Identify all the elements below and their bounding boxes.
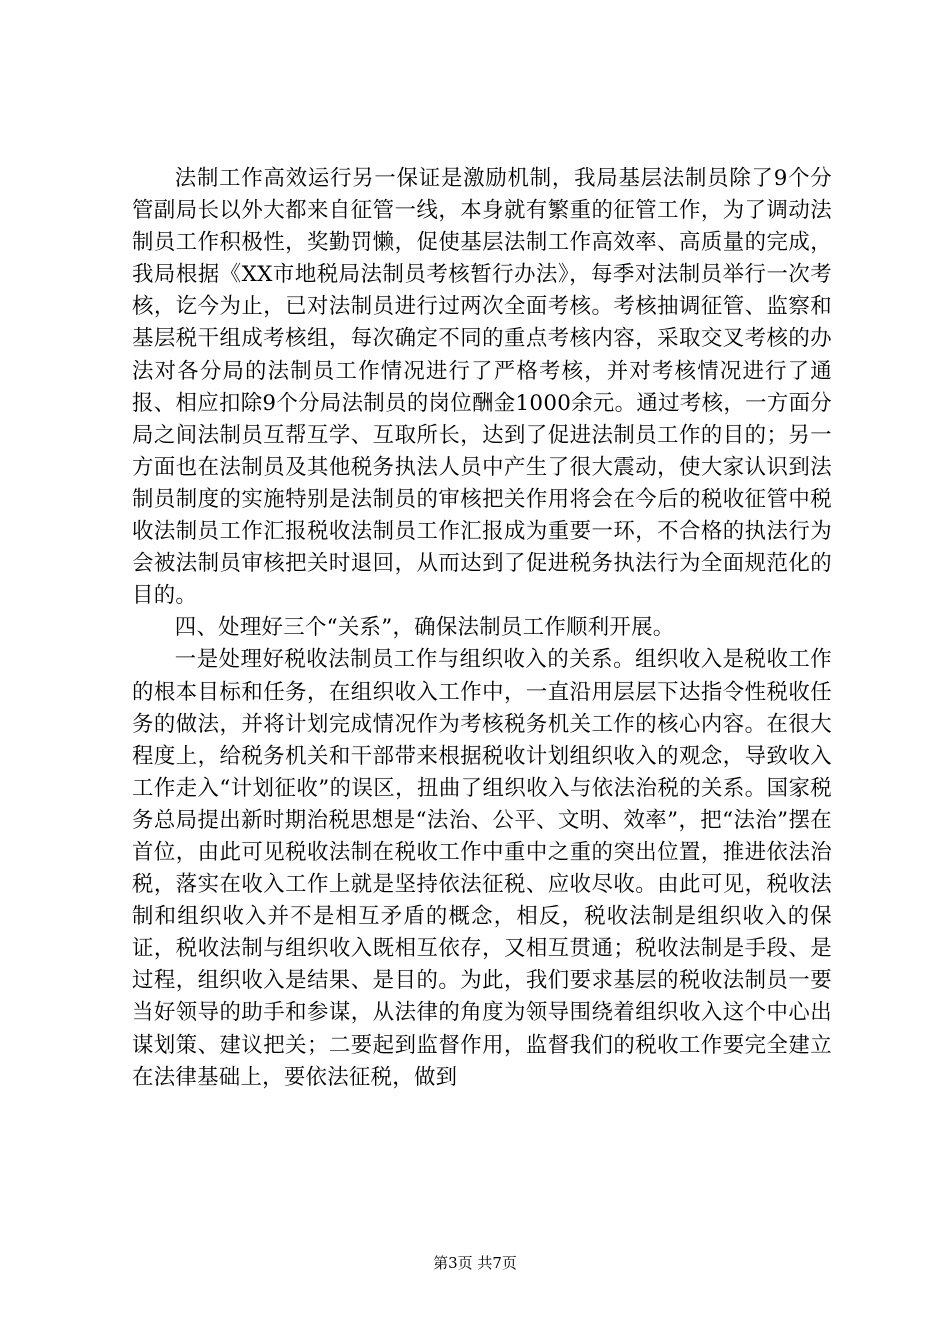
page-number: 第3页 共7页 <box>433 1254 517 1272</box>
paragraph-revenue-relation: 一是处理好税收法制员工作与组织收入的关系。组织收入是税收工作的根本目标和任务，在组织收入工作中，一直沿用层层下达指令性税收任务的做法，并将计划完成情况作为考核税务机关工作的核心内容。在很大程度上，给税务机关和干部带来根据税收计划组织收入的观念，导致收入工作走入“计划征收”的误区，扭曲了组织收入与依法治税的关系。国家税务总局提出新时期治税思想是“法治、公平、文明、效率”，把“法治”摆在首位，由此可见税收法制在税收工作中重中之重的突出位置，推进依法治税，落实在收入工作上就是坚持依法征税、应收尽收。由此可见，税收法制和组织收入并不是相互矛盾的概念，相反，税收法制是组织收入的保证，税收法制与组织收入既相互依存，又相互贯通；税收法制是手段、是过程，组织收入是结果、是目的。为此，我们要求基层的税收法制员一要当好领导的助手和参谋，从法律的角度为领导围绕着组织收入这个中心出谋划策、建议把关；二要起到监督作用，监督我们的税收工作要完全建立在法律基础上，要依法征税，做到 <box>132 647 832 1090</box>
paragraph-incentive-mechanism: 法制工作高效运行另一保证是激励机制，我局基层法制员除了9个分管副局长以外大都来自征管一线，本身就有繁重的征管工作，为了调动法制员工作积极性，奖勤罚懒，促使基层法制工作高效率、高质量的完成，我局根据《XX市地税局法制员考核暂行办法》，每季对法制员举行一次考核，讫今为止，已对法制员进行过两次全面考核。考核抽调征管、监察和基层税干组成考核组，每次确定不同的重点考核内容，采取交叉考核的办法对各分局的法制员工作情况进行了严格考核，并对考核情况进行了通报、相应扣除9个分局法制员的岗位酬金1000余元。通过考核，一方面分局之间法制员互帮互学、互取所长，达到了促进法制员工作的目的；另一方面也在法制员及其他税务执法人员中产生了很大震动，使大家认识到法制员制度的实施特别是法制员的审核把关作用将会在今后的税收征管中税收法制员工作汇报税收法制员工作汇报成为重要一环，不合格的执法行为会被法制员审核把关时退回，从而达到了促进税务执法行为全面规范化的目的。 <box>132 166 832 609</box>
section-heading-three-relations: 四、处理好三个“关系”，确保法制员工作顺利开展。 <box>174 615 675 641</box>
document-body <box>132 163 832 1094</box>
page-footer <box>0 1253 950 1273</box>
